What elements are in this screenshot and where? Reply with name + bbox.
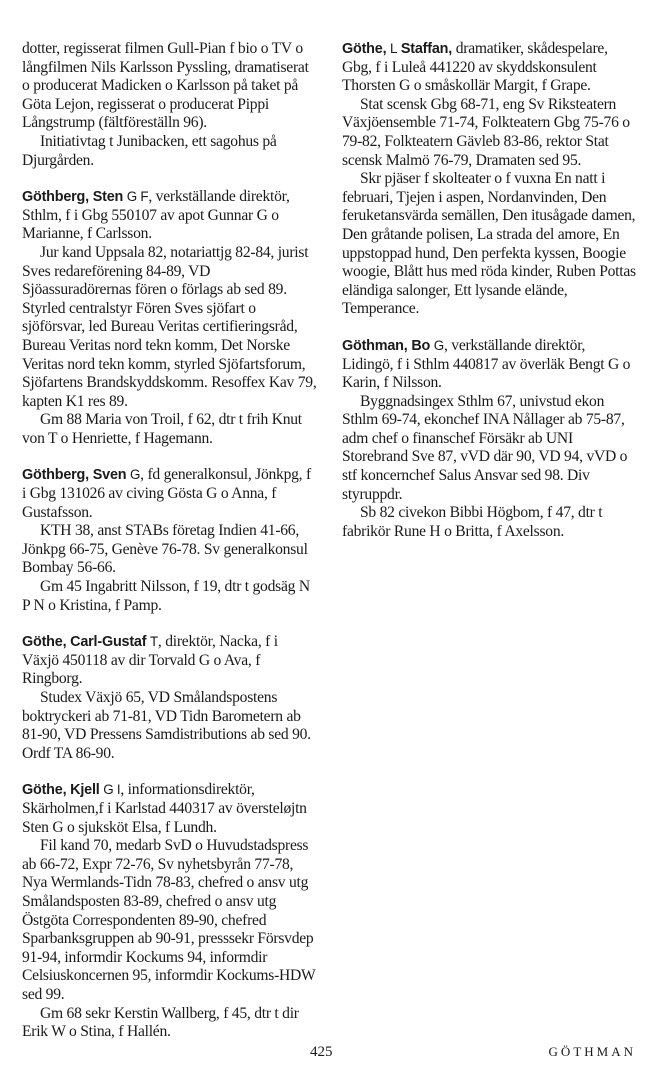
entry-initials: T <box>149 634 158 650</box>
paragraph: Stat scensk Gbg 68-71, eng Sv Riksteatern Växjöensemble 71-74, Folkteatern Gbg 75-76 o 79-82, Folkteatern Gävleb 83-86, rektor Stat scensk Malmö 76-79, Dramaten sed 95. <box>342 95 630 169</box>
paragraph: Studex Växjö 65, VD Smålandspostens boktryckeri ab 71-81, VD Tidn Barometern ab 81-90, VD Pressens Samdistributions ab sed 90. Ordf TA 86-90. <box>22 689 311 762</box>
entry-intro <box>22 466 318 522</box>
entry-intro <box>22 633 318 689</box>
entry-initials: G <box>433 337 444 353</box>
entry-name: Göthe, Kjell <box>22 782 100 799</box>
entry-name: Göthberg, Sven <box>22 467 127 484</box>
entry-text: , verkställande direktör, Sthlm, f i Gbg 550107 av apot Gunnar G o Marianne, f Carlsson. <box>22 188 290 243</box>
entry-continuation <box>22 40 318 170</box>
paragraph: dotter, regisserat filmen Gull-Pian f bio o TV o långfilmen Nils Karlsson Pyssling, dramatiserat o producerat Madicken o Karlsson på taket på Göta Lejon, regisserat o producerat Pippi Långstrump (fältföreställn 96). <box>22 40 309 132</box>
paragraph: Fil kand 70, medarb SvD o Huvudstadspress ab 66-72, Expr 72-76, Sv nyhetsbyrån 77-78, Nya Wermlands-Tidn 78-83, chefred o ansv utg Smålandsposten 83-89, chefred o ansv utg Östgöta Correspondenten 89-90, chefred Sparbanksgruppen ab 90-91, presssekr Försvdep 91-94, informdir Kockums 94, informdir Celsiuskoncernen 95, informdir Kockums-HDW sed 99. <box>22 837 316 1003</box>
entry-initials: G F <box>126 189 149 205</box>
entry-gothberg-sven <box>22 466 318 615</box>
right-column <box>342 40 638 559</box>
paragraph: Sb 82 civekon Bibbi Högbom, f 47, dtr t fabrikör Rune H o Britta, f Axelsson. <box>342 504 603 540</box>
paragraph: Byggnadsingex Sthlm 67, univstud ekon Sthlm 69-74, ekonchef INA Nållager ab 75-87, adm chef o finanschef Försäkr ab UNI Storebrand Sve 87, vVD där 90, VD 94, vVD o stf koncernchef Salus Ansvar sed 98. Div styruppdr. <box>342 392 628 503</box>
entry-text: , fd generalkonsul, Jönkpg, f i Gbg 131026 av civing Gösta G o Anna, f Gustafsson. <box>22 466 311 521</box>
entry-gothman-bo <box>342 337 638 542</box>
paragraph: Gm 45 Ingabritt Nilsson, f 19, dtr t godsäg N P N o Kristina, f Pamp. <box>22 578 310 614</box>
entry-name: Göthman, Bo <box>342 337 431 354</box>
entry-name-prefix: Göthe, <box>342 41 387 57</box>
entry-text: , direktör, Nacka, f i Växjö 450118 av dir Torvald G o Ava, f Ringborg. <box>22 633 278 688</box>
entry-intro <box>342 337 638 393</box>
entry-intro <box>22 188 318 244</box>
entry-initials: L <box>390 41 398 56</box>
entry-text: , informationsdirektör, Skärholmen,f i Karlstad 440317 av översteløjtn Sten G o sjuksköt Elsa, f Lundh. <box>22 781 307 836</box>
entry-initials: G <box>130 467 141 483</box>
paragraph: Initiativtag t Junibacken, ett sagohus på Djurgården. <box>22 132 277 169</box>
entry-gothe-staffan <box>342 40 638 319</box>
entry-name: Göthe, Carl-Gustaf <box>22 634 147 651</box>
entry-gothe-kjell <box>22 781 318 1041</box>
paragraph: Jur kand Uppsala 82, notariattjg 82-84, jurist Sves redareförening 84-89, VD Sjöassuradörernas fören o förlags ab sed 89. Styrled centralstyr Fören Sves sjöfart o sjöförsvar, led Bureau Veritas certifieringsråd, Bureau Veritas nord tekn komm, Det Norske Veritas nord tekn komm, styrled Sjöfartsforum, Sjöfartens Brandskyddskomm. Resoffex Kav 79, kapten K1 res 89. <box>22 243 317 410</box>
entry-gothe-carl-gustaf <box>22 633 318 763</box>
entry-intro <box>342 40 638 96</box>
entry-text: , verkställande direktör, Lidingö, f i Sthlm 440817 av överläk Bengt G o Karin, f Nilsson. <box>342 336 631 392</box>
paragraph: KTH 38, anst STABs företag Indien 41-66, Jönkpg 66-75, Genève 76-78. Sv generalkonsul Bombay 56-66. <box>22 522 308 577</box>
left-column <box>22 40 318 1060</box>
entry-gothberg-sten <box>22 188 318 448</box>
entry-initials: G I <box>103 782 121 798</box>
paragraph: Skr pjäser f skolteater o f vuxna En natt i februari, Tjejen i aspen, Nordanvinden, Den feruketansvärda semällen, Den itusågade damen, Den gråtande polisen, La strada del amore, En uppstoppad hund, Den perfekta kyssen, Boogie woogie, Blått hus med röda kinder, Ruben Pottas eländiga salonger, Ett lysande elände, Temperance. <box>342 170 636 318</box>
entry-name: Staffan, <box>400 41 453 57</box>
entry-text: dramatiker, skådespelare, Gbg, f i Luleå 441220 av skyddskonsulent Thorsten G o småskollär Margit, f Grape. <box>342 40 608 95</box>
running-head: GÖTHMAN <box>548 1044 636 1059</box>
entry-intro <box>22 781 318 837</box>
paragraph: Gm 68 sekr Kerstin Wallberg, f 45, dtr t dir Erik W o Stina, f Hallén. <box>22 1004 299 1041</box>
paragraph: Gm 88 Maria von Troil, f 62, dtr t frih Knut von T o Henriette, f Hagemann. <box>22 411 302 447</box>
entry-name: Göthberg, Sten <box>22 189 124 206</box>
page-number: 425 <box>310 1044 333 1060</box>
